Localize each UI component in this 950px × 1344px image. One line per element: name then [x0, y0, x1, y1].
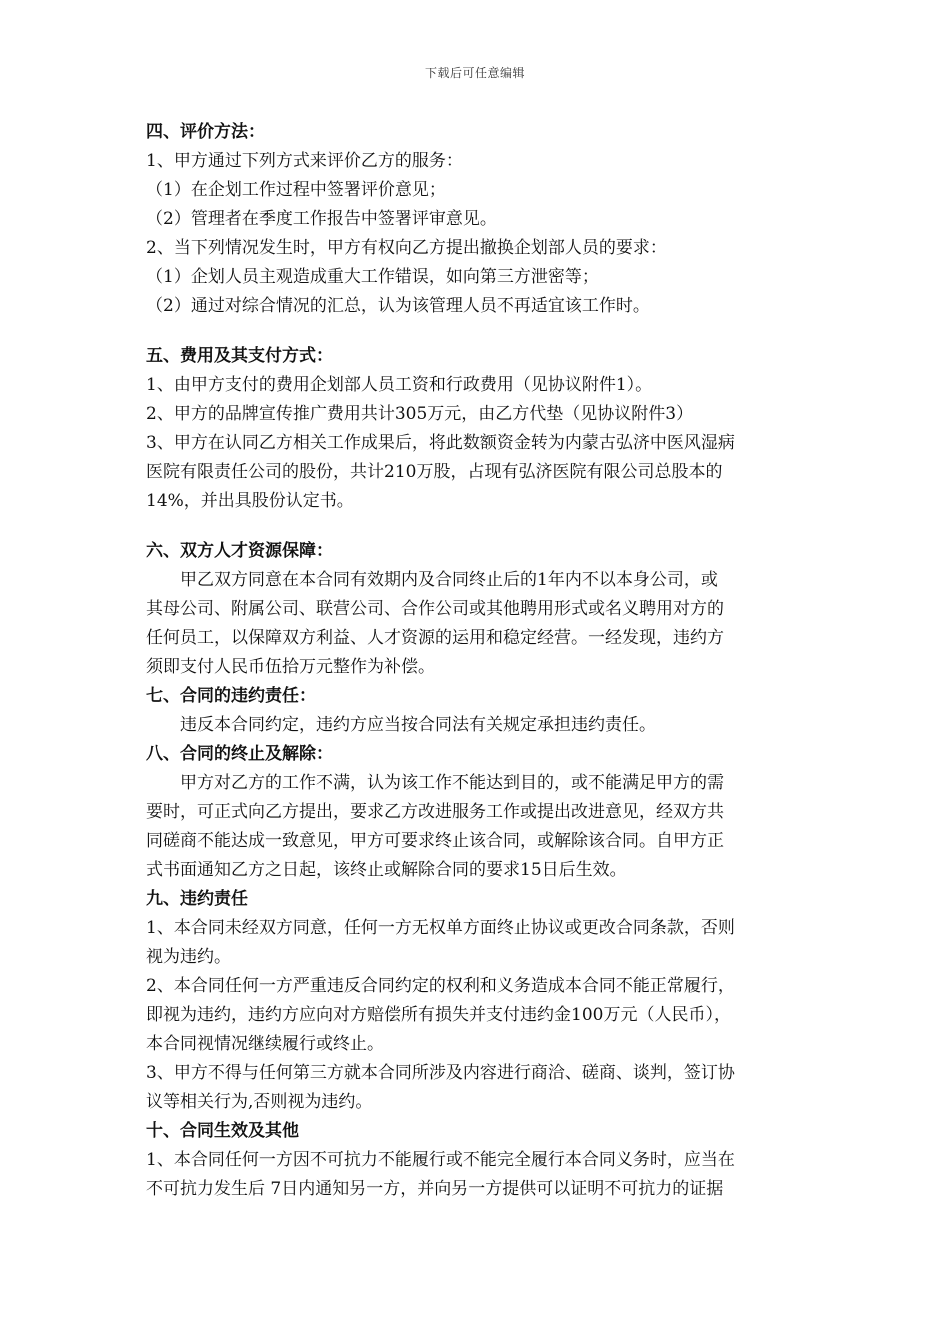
section-7-title: 七、合同的违约责任： [146, 686, 316, 706]
section-5-line-4: 医院有限责任公司的股份，共计210万股，占现有弘济医院有限公司总股本的 [146, 462, 723, 482]
section-9-line-6: 3、甲方不得与任何第三方就本合同所涉及内容进行商洽、磋商、谈判，签订协 [146, 1063, 735, 1083]
section-6-line-4: 须即支付人民币伍拾万元整作为补偿。 [146, 657, 435, 677]
section-4-line-4: 2、当下列情况发生时，甲方有权向乙方提出撤换企划部人员的要求： [146, 238, 667, 258]
section-6-line-1: 甲乙双方同意在本合同有效期内及合同终止后的1年内不以本身公司，或 [180, 570, 718, 590]
section-spacer [146, 516, 810, 537]
section-5-line-2: 2、甲方的品牌宣传推广费用共计305万元，由乙方代垫（见协议附件3） [146, 404, 694, 424]
section-9-line-2: 视为违约。 [146, 947, 231, 967]
section-6-line-2: 其母公司、附属公司、联营公司、合作公司或其他聘用形式或名义聘用对方的 [146, 599, 724, 619]
section-9-line-5: 本合同视情况继续履行或终止。 [146, 1034, 384, 1054]
section-4-line-1: 1、甲方通过下列方式来评价乙方的服务： [146, 151, 463, 171]
section-spacer [146, 321, 810, 342]
section-4-line-5: （1）企划人员主观造成重大工作错误，如向第三方泄密等； [146, 267, 599, 287]
section-9-line-3: 2、本合同任何一方严重违反合同约定的权利和义务造成本合同不能正常履行， [146, 976, 735, 996]
section-9-line-1: 1、本合同未经双方同意，任何一方无权单方面终止协议或更改合同条款，否则 [146, 918, 735, 938]
section-10-line-2: 不可抗力发生后 7日内通知另一方，并向另一方提供可以证明不可抗力的证据 [146, 1179, 724, 1199]
section-5-line-3: 3、甲方在认同乙方相关工作成果后，将此数额资金转为内蒙古弘济中医风湿病 [146, 433, 735, 453]
section-8-line-1: 甲方对乙方的工作不满，认为该工作不能达到目的，或不能满足甲方的需 [180, 773, 724, 793]
section-4-title: 四、评价方法： [146, 122, 265, 142]
section-4-line-3: （2）管理者在季度工作报告中签署评审意见。 [146, 209, 497, 229]
section-6-title: 六、双方人才资源保障： [146, 541, 333, 561]
section-9-title: 九、违约责任 [146, 889, 248, 909]
section-4-line-2: （1）在企划工作过程中签署评价意见； [146, 180, 446, 200]
section-7-line-1: 违反本合同约定，违约方应当按合同法有关规定承担违约责任。 [180, 715, 656, 735]
page-header-note: 下载后可任意编辑 [424, 66, 525, 80]
section-9-line-7: 议等相关行为,否则视为违约。 [146, 1092, 373, 1112]
section-9-line-4: 即视为违约，违约方应向对方赔偿所有损失并支付违约金100万元（人民币）， [146, 1005, 731, 1025]
section-6-line-3: 任何员工，以保障双方利益、人才资源的运用和稳定经营。一经发现，违约方 [146, 628, 724, 648]
section-8-line-3: 同磋商不能达成一致意见，甲方可要求终止该合同，或解除该合同。自甲方正 [146, 831, 724, 851]
section-8-title: 八、合同的终止及解除： [146, 744, 333, 764]
section-5-line-5: 14%，并出具股份认定书。 [146, 491, 354, 511]
section-8-line-4: 式书面通知乙方之日起，该终止或解除合同的要求15日后生效。 [146, 860, 627, 880]
section-5-title: 五、费用及其支付方式： [146, 346, 333, 366]
section-10-title: 十、合同生效及其他 [146, 1121, 299, 1141]
document-body [146, 118, 810, 1204]
section-10-line-1: 1、本合同任何一方因不可抗力不能履行或不能完全履行本合同义务时，应当在 [146, 1150, 735, 1170]
section-8-line-2: 要时，可正式向乙方提出，要求乙方改进服务工作或提出改进意见，经双方共 [146, 802, 724, 822]
section-5-line-1: 1、由甲方支付的费用企划部人员工资和行政费用（见协议附件1）。 [146, 375, 653, 395]
section-4-line-6: （2）通过对综合情况的汇总，认为该管理人员不再适宜该工作时。 [146, 296, 650, 316]
